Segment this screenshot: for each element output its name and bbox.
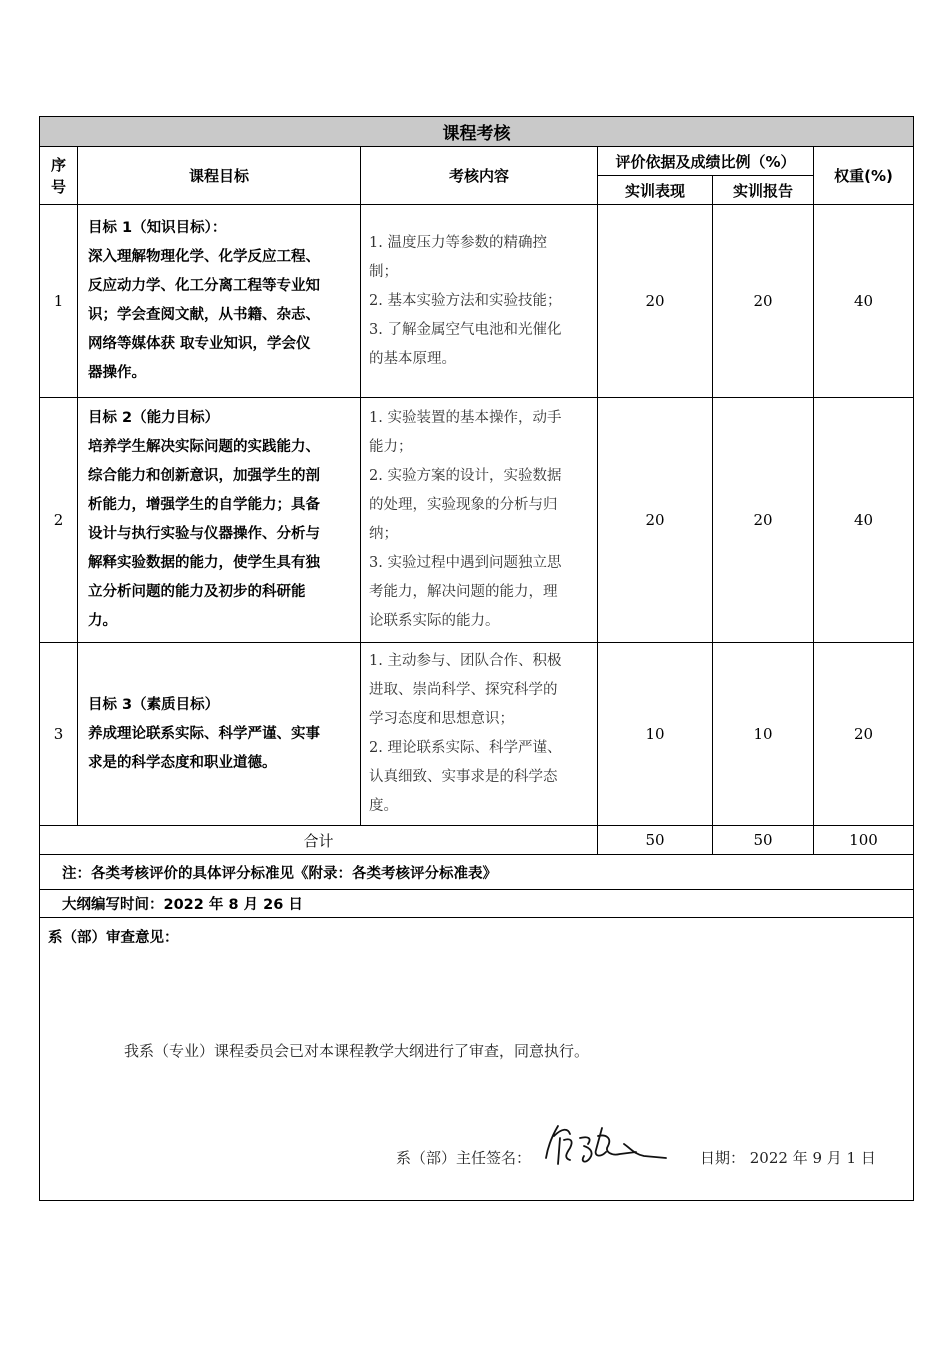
- total-weight: 100: [814, 826, 914, 855]
- objective-line: 解释实验数据的能力，使学生具有独: [88, 555, 320, 571]
- row-objective: [78, 398, 361, 643]
- row-report: 20: [713, 398, 814, 643]
- header-content: 考核内容: [361, 147, 598, 205]
- objective-line: 力。: [88, 613, 117, 629]
- content-line: 1. 温度压力等参数的精确控: [369, 234, 547, 251]
- row-weight: 20: [814, 643, 914, 826]
- content-line: 3. 实验过程中遇到问题独立思: [369, 555, 562, 571]
- row-seq: 1: [40, 205, 78, 398]
- header-seq-line1: 序: [50, 155, 66, 174]
- content-line: 制；: [369, 263, 398, 280]
- row-seq: 3: [40, 643, 78, 826]
- header-report: 实训报告: [713, 176, 814, 205]
- table-row: [40, 398, 914, 643]
- header-basis: 评价依据及成绩比例（%）: [598, 147, 814, 176]
- note: 注：各类考核评价的具体评分标准见《附录：各类考核评分标准表》: [40, 855, 914, 890]
- objective-line: 求是的科学态度和职业道德。: [88, 754, 277, 771]
- row-objective: [78, 205, 361, 398]
- objective-line: 目标 1（知识目标）：: [88, 220, 227, 236]
- row-content: [361, 205, 598, 398]
- row-performance: 20: [598, 205, 713, 398]
- content-line: 论联系实际的能力。: [369, 613, 500, 629]
- total-performance: 50: [598, 826, 713, 855]
- content-line: 3. 了解金属空气电池和光催化: [369, 321, 562, 338]
- review-title: 系（部）审查意见：: [48, 930, 179, 946]
- objective-line: 立分析问题的能力及初步的科研能: [88, 584, 306, 600]
- assessment-sheet: [39, 116, 913, 1201]
- sign-date: 日期： 2022 年 9 月 1 日: [700, 1149, 876, 1167]
- objective-line: 反应动力学、化工分离工程等专业知: [88, 278, 320, 294]
- review-section: [40, 918, 914, 1201]
- objective-line: 器操作。: [88, 365, 146, 381]
- objective-line: 深入理解物理化学、化学反应工程、: [88, 249, 320, 265]
- content-line: 1. 主动参与、团队合作、积极: [369, 653, 562, 669]
- content-line: 2. 实验方案的设计，实验数据: [369, 468, 562, 484]
- header-seq-line2: 号: [50, 177, 66, 196]
- header-seq: [40, 147, 78, 205]
- row-content: [361, 398, 598, 643]
- row-weight: 40: [814, 205, 914, 398]
- content-line: 纳；: [369, 526, 398, 542]
- objective-line: 培养学生解决实际问题的实践能力、: [88, 439, 320, 455]
- row-performance: 20: [598, 398, 713, 643]
- header-objective: 课程目标: [78, 147, 361, 205]
- content-line: 度。: [369, 798, 398, 814]
- objective-line: 析能力，增强学生的自学能力；具备: [88, 497, 320, 513]
- content-line: 1. 实验装置的基本操作，动手: [369, 410, 562, 426]
- row-performance: 10: [598, 643, 713, 826]
- assessment-table: [39, 116, 914, 1201]
- row-objective: [78, 643, 361, 826]
- objective-line: 目标 3（素质目标）: [88, 696, 220, 713]
- table-row: [40, 205, 914, 398]
- objective-line: 设计与执行实验与仪器操作、分析与: [88, 526, 320, 542]
- content-line: 学习态度和思想意识；: [369, 711, 514, 727]
- content-line: 2. 理论联系实际、科学严谨、: [369, 740, 562, 756]
- outline-date: 大纲编写时间：2022 年 8 月 26 日: [40, 890, 914, 918]
- sign-label: 系（部）主任签名：: [396, 1149, 532, 1167]
- content-line: 的基本原理。: [369, 350, 456, 367]
- content-line: 能力；: [369, 439, 413, 455]
- objective-line: 网络等媒体获 取专业知识，学会仪: [88, 336, 311, 352]
- director-signature: [540, 1114, 670, 1174]
- row-weight: 40: [814, 398, 914, 643]
- content-line: 的处理，实验现象的分析与归: [369, 497, 558, 513]
- row-report: 10: [713, 643, 814, 826]
- table-row: [40, 643, 914, 826]
- content-line: 认真细致、实事求是的科学态: [369, 769, 558, 785]
- content-line: 2. 基本实验方法和实验技能；: [369, 292, 562, 309]
- objective-line: 养成理论联系实际、科学严谨、实事: [88, 725, 320, 742]
- total-report: 50: [713, 826, 814, 855]
- row-seq: 2: [40, 398, 78, 643]
- header-performance: 实训表现: [598, 176, 713, 205]
- content-line: 考能力，解决问题的能力，理: [369, 584, 558, 600]
- total-row: [40, 826, 914, 855]
- row-content: [361, 643, 598, 826]
- row-report: 20: [713, 205, 814, 398]
- objective-line: 识；学会查阅文献，从书籍、杂志、: [88, 307, 320, 323]
- total-label: 合计: [40, 826, 598, 855]
- review-body: 我系（专业）课程委员会已对本课程教学大纲进行了审查，同意执行。: [124, 1042, 590, 1060]
- header-weight: 权重(%): [814, 147, 914, 205]
- table-title: 课程考核: [40, 117, 914, 147]
- content-line: 进取、崇尚科学、探究科学的: [369, 682, 558, 698]
- objective-line: 综合能力和创新意识，加强学生的剖: [88, 468, 320, 484]
- objective-line: 目标 2（能力目标）: [88, 410, 220, 426]
